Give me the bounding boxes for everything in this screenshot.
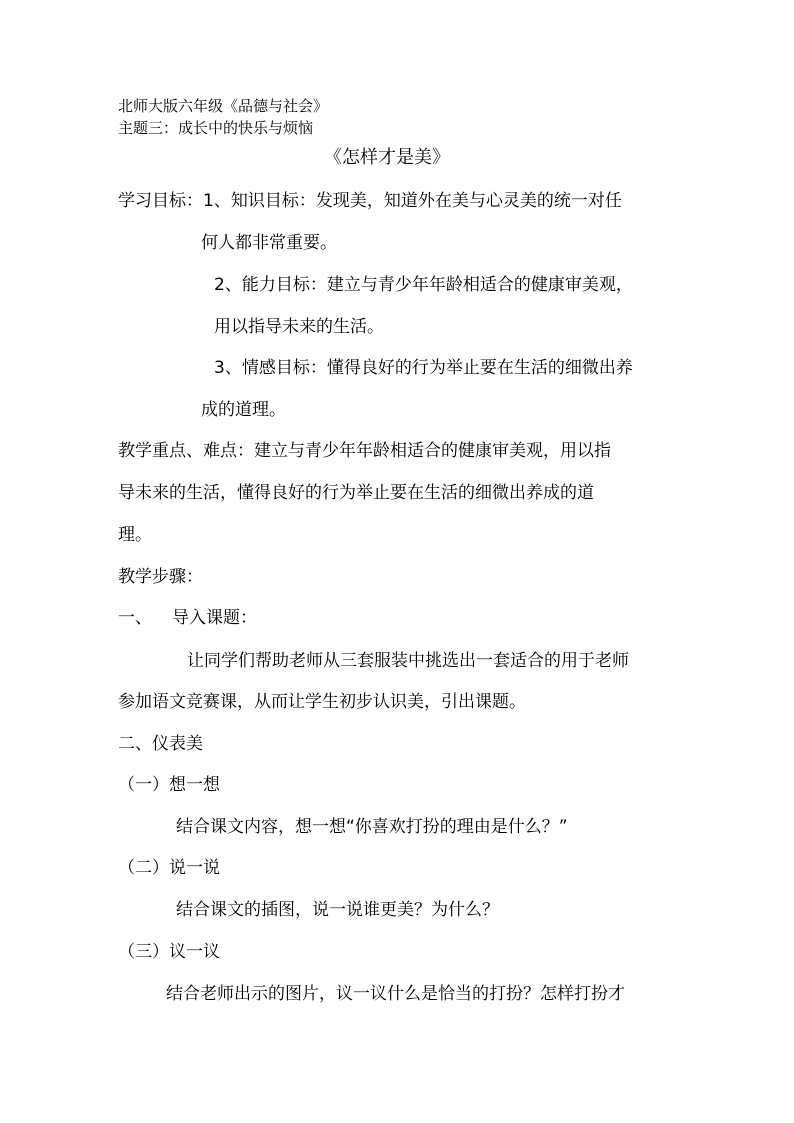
sub-2-text: 结合课文的插图，说一说谁更美？为什么？ — [176, 900, 499, 920]
sub-3-title: （三）议一议 — [118, 942, 220, 962]
key-points-line-2: 导未来的生活，懂得良好的行为举止要在生活的细微出养成的道 — [118, 483, 594, 503]
steps-heading: 教学步骤： — [118, 567, 203, 587]
objectives-line-3: 2、能力目标：建立与青少年年龄相适合的健康审美观， — [214, 275, 633, 295]
key-points-line-3: 理。 — [118, 525, 152, 545]
objectives-line-6: 成的道理。 — [201, 400, 286, 420]
step-1-paragraph-line-2: 参加语文竞赛课，从而让学生初步认识美，引出课题。 — [118, 692, 526, 712]
sub-3-text: 结合老师出示的图片，议一议什么是恰当的打扮？怎样打扮才 — [166, 984, 625, 1004]
objectives-line-5: 3、情感目标：懂得良好的行为举止要在生活的细微出养 — [214, 358, 633, 378]
sub-2-title: （二）说一说 — [118, 858, 220, 878]
theme-header: 主题三：成长中的快乐与烦恼 — [118, 119, 314, 137]
objectives-line-1: 学习目标：1、知识目标：发现美，知道外在美与心灵美的统一对任 — [118, 191, 622, 211]
key-points-line-1: 教学重点、难点：建立与青少年年龄相适合的健康审美观，用以指 — [118, 441, 611, 461]
step-1-paragraph-line-1: 让同学们帮助老师从三套服装中挑选出一套适合的用于老师 — [187, 651, 629, 671]
step-1-title: 导入课题： — [172, 608, 257, 628]
sub-1-title: （一）想一想 — [118, 775, 220, 795]
objectives-line-2: 何人都非常重要。 — [201, 233, 337, 253]
book-header: 北师大版六年级《品德与社会》 — [118, 97, 329, 115]
sub-1-text: 结合课文内容，想一想“你喜欢打扮的理由是什么？” — [176, 817, 568, 837]
objectives-line-4: 用以指导未来的生活。 — [214, 317, 384, 337]
step-2-title: 二、仪表美 — [118, 734, 203, 754]
page-title: 《怎样才是美》 — [324, 147, 450, 168]
step-1-number: 一、 — [118, 608, 152, 628]
